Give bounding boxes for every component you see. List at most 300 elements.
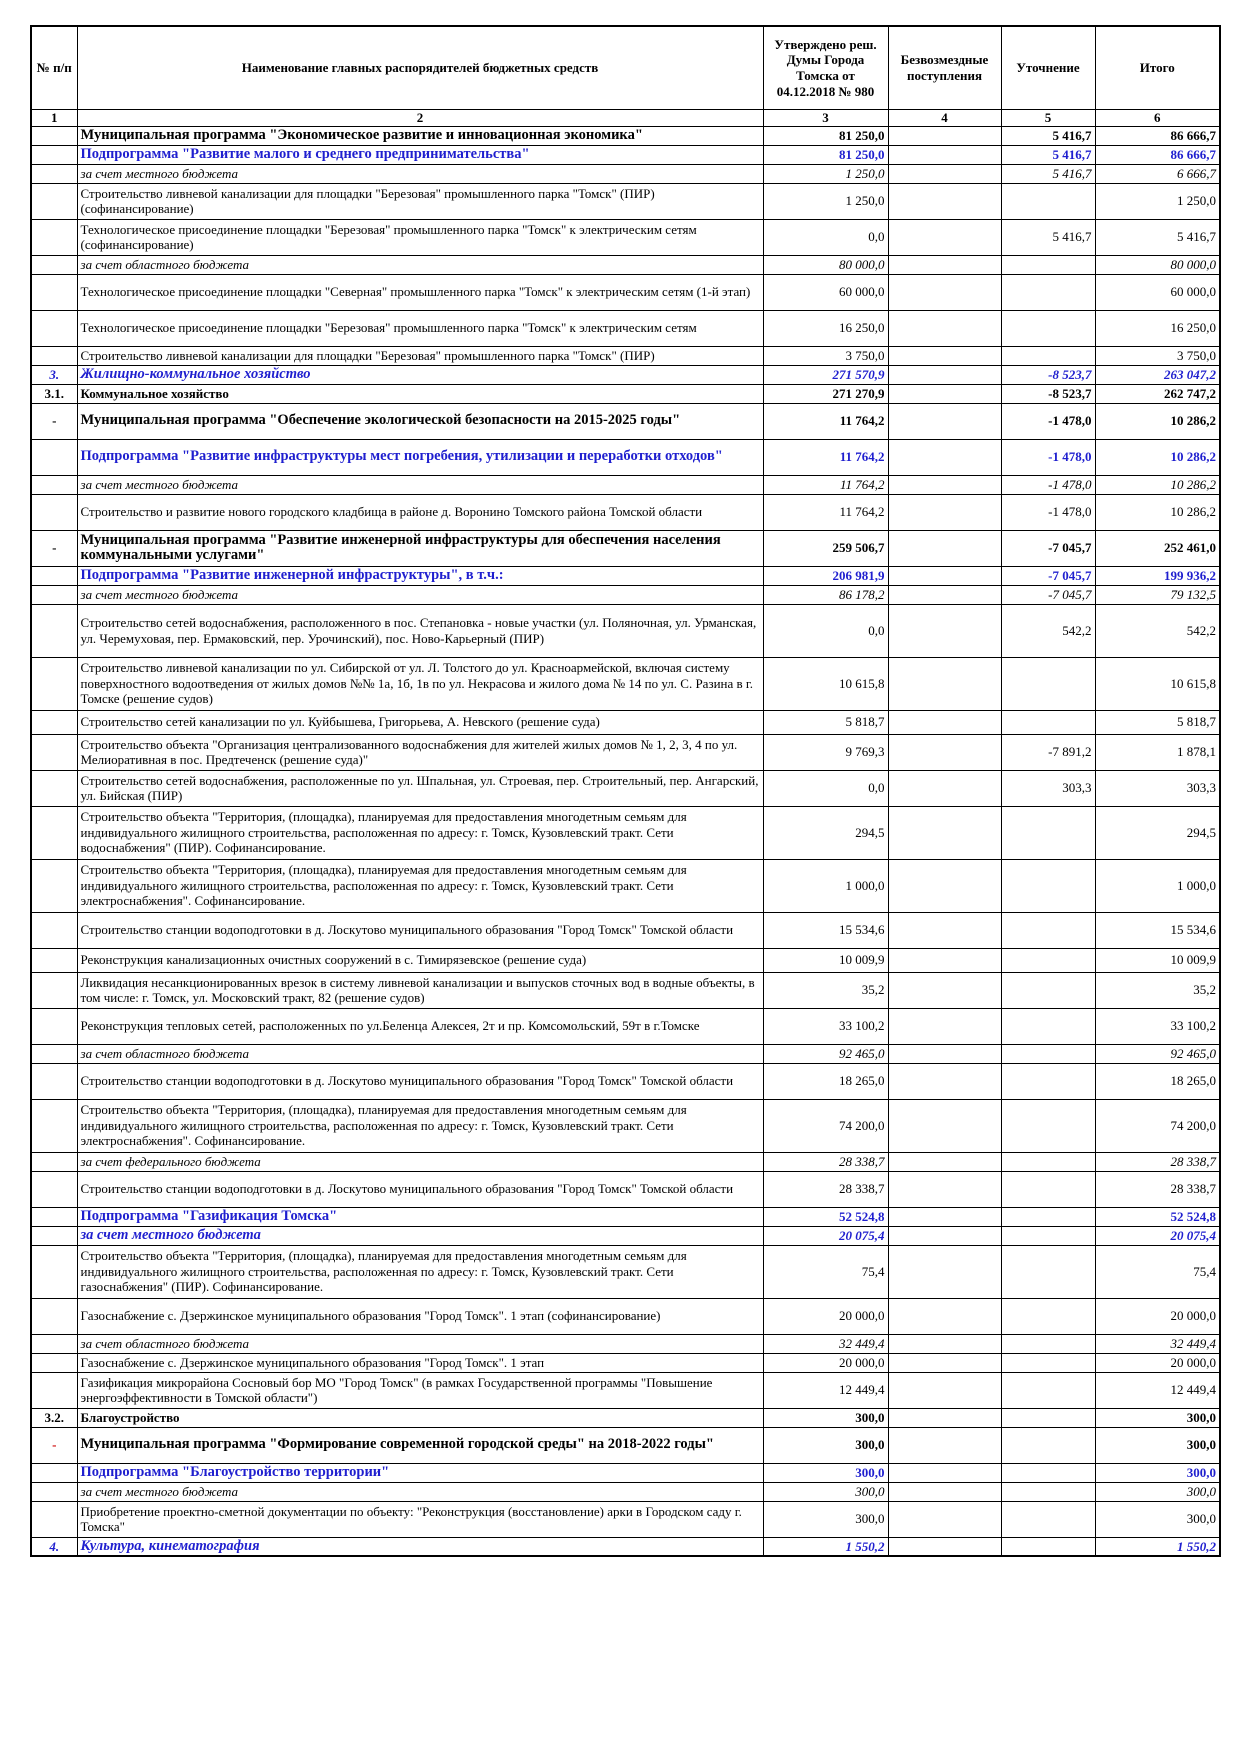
table-row xyxy=(31,274,1220,310)
row-grants xyxy=(888,770,1001,806)
row-grants xyxy=(888,274,1001,310)
row-number: 3.2. xyxy=(31,1408,77,1427)
table-row xyxy=(31,365,1220,384)
row-adjust: 5 416,7 xyxy=(1001,126,1095,145)
row-number: 4. xyxy=(31,1537,77,1556)
header-adjust: Уточнение xyxy=(1001,26,1095,110)
row-total: 1 250,0 xyxy=(1095,183,1220,219)
row-adjust: 5 416,7 xyxy=(1001,219,1095,255)
row-name: Строительство сетей водоснабжения, расположенные по ул. Шпальная, ул. Строевая, пер. Строительный, пер. Ангарский, ул. Бийская (ПИР) xyxy=(77,770,763,806)
table-row xyxy=(31,439,1220,475)
row-total: 12 449,4 xyxy=(1095,1372,1220,1408)
row-name: Подпрограмма "Развитие малого и среднего предпринимательства" xyxy=(77,145,763,164)
row-total: 32 449,4 xyxy=(1095,1334,1220,1353)
row-name: Строительство объекта "Организация централизованного водоснабжения для жителей жилых домов № 1, 2, 3, 4 по ул. Мелиоративная в пос. Предтеченск (решение суда)" xyxy=(77,734,763,770)
row-approved: 20 000,0 xyxy=(763,1298,888,1334)
row-name: Подпрограмма "Развитие инфраструктуры мест погребения, утилизации и переработки отходов" xyxy=(77,439,763,475)
row-grants xyxy=(888,219,1001,255)
row-adjust xyxy=(1001,1537,1095,1556)
row-name: за счет местного бюджета xyxy=(77,585,763,604)
table-row xyxy=(31,1537,1220,1556)
row-number xyxy=(31,604,77,657)
table-row xyxy=(31,912,1220,948)
row-approved: 11 764,2 xyxy=(763,494,888,530)
row-total: 300,0 xyxy=(1095,1501,1220,1537)
row-grants xyxy=(888,1044,1001,1063)
row-grants xyxy=(888,1245,1001,1298)
table-row xyxy=(31,657,1220,710)
row-name: Реконструкция канализационных очистных сооружений в с. Тимирязевское (решение суда) xyxy=(77,948,763,972)
row-name: Ликвидация несанкционированных врезок в систему ливневой канализации и выпусков сточных вод в водные объекты, в том числе: г. Томск, ул. Московский тракт, 82 (решение судов) xyxy=(77,972,763,1008)
row-adjust xyxy=(1001,1008,1095,1044)
row-number xyxy=(31,948,77,972)
row-total: 3 750,0 xyxy=(1095,346,1220,365)
row-name: Газоснабжение с. Дзержинское муниципального образования "Город Томск". 1 этап (софинансирование) xyxy=(77,1298,763,1334)
row-name: Реконструкция тепловых сетей, расположенных по ул.Беленца Алексея, 2т и пр. Комсомольский, 59т в г.Томске xyxy=(77,1008,763,1044)
row-name: Муниципальная программа "Развитие инженерной инфраструктуры для обеспечения населения коммунальными услугами" xyxy=(77,530,763,566)
row-total: 5 416,7 xyxy=(1095,219,1220,255)
row-adjust xyxy=(1001,859,1095,912)
column-index-row xyxy=(31,110,1220,127)
row-approved: 20 000,0 xyxy=(763,1353,888,1372)
row-grants xyxy=(888,734,1001,770)
row-number xyxy=(31,274,77,310)
row-name: Строительство станции водоподготовки в д. Лоскутово муниципального образования "Город Томск" Томской области xyxy=(77,1063,763,1099)
row-grants xyxy=(888,1099,1001,1152)
row-grants xyxy=(888,912,1001,948)
row-grants xyxy=(888,1463,1001,1482)
row-number xyxy=(31,566,77,585)
row-adjust xyxy=(1001,1171,1095,1207)
row-adjust xyxy=(1001,1298,1095,1334)
row-name: Строительство объекта "Территория, (площадка), планируемая для предоставления многодетным семьям для индивидуального жилищного строительства, расположенная по адресу: г. Томск, Кузовлевский тракт. Сети электроснабжения". Софинансирование. xyxy=(77,859,763,912)
row-grants xyxy=(888,439,1001,475)
row-total: 300,0 xyxy=(1095,1427,1220,1463)
row-number xyxy=(31,1171,77,1207)
row-number xyxy=(31,859,77,912)
row-total: 300,0 xyxy=(1095,1463,1220,1482)
row-approved: 300,0 xyxy=(763,1482,888,1501)
row-number: 3.1. xyxy=(31,384,77,403)
table-row xyxy=(31,859,1220,912)
row-total: 60 000,0 xyxy=(1095,274,1220,310)
row-grants xyxy=(888,948,1001,972)
row-total: 252 461,0 xyxy=(1095,530,1220,566)
table-row xyxy=(31,219,1220,255)
row-adjust xyxy=(1001,972,1095,1008)
row-grants xyxy=(888,1501,1001,1537)
row-approved: 10 615,8 xyxy=(763,657,888,710)
row-name: Подпрограмма "Благоустройство территории" xyxy=(77,1463,763,1482)
row-number: 3. xyxy=(31,365,77,384)
row-grants xyxy=(888,566,1001,585)
row-grants xyxy=(888,346,1001,365)
row-name: Благоустройство xyxy=(77,1408,763,1427)
row-approved: 271 270,9 xyxy=(763,384,888,403)
row-adjust xyxy=(1001,183,1095,219)
table-row xyxy=(31,710,1220,734)
row-number xyxy=(31,310,77,346)
table-row xyxy=(31,1044,1220,1063)
header-row xyxy=(31,26,1220,110)
row-number xyxy=(31,1245,77,1298)
row-total: 300,0 xyxy=(1095,1482,1220,1501)
table-row xyxy=(31,734,1220,770)
row-total: 10 286,2 xyxy=(1095,439,1220,475)
row-number xyxy=(31,734,77,770)
row-number xyxy=(31,806,77,859)
row-adjust xyxy=(1001,912,1095,948)
row-number xyxy=(31,255,77,274)
table-row xyxy=(31,1334,1220,1353)
row-grants xyxy=(888,1427,1001,1463)
row-grants xyxy=(888,494,1001,530)
table-row xyxy=(31,1427,1220,1463)
row-approved: 11 764,2 xyxy=(763,403,888,439)
budget-table xyxy=(30,25,1221,1557)
row-name: за счет федерального бюджета xyxy=(77,1152,763,1171)
row-approved: 75,4 xyxy=(763,1245,888,1298)
header-total: Итого xyxy=(1095,26,1220,110)
table-row xyxy=(31,1063,1220,1099)
row-name: Подпрограмма "Газификация Томска" xyxy=(77,1207,763,1226)
row-adjust xyxy=(1001,310,1095,346)
row-name: Газификация микрорайона Сосновый бор МО "Город Томск" (в рамках Государственной программы "Повышение энергоэффективности в Томской области") xyxy=(77,1372,763,1408)
row-approved: 0,0 xyxy=(763,770,888,806)
row-grants xyxy=(888,1298,1001,1334)
row-total: 80 000,0 xyxy=(1095,255,1220,274)
row-grants xyxy=(888,859,1001,912)
row-adjust: -1 478,0 xyxy=(1001,439,1095,475)
row-total: 86 666,7 xyxy=(1095,145,1220,164)
row-number xyxy=(31,346,77,365)
row-approved: 11 764,2 xyxy=(763,475,888,494)
row-number xyxy=(31,475,77,494)
row-number xyxy=(31,164,77,183)
row-grants xyxy=(888,1408,1001,1427)
row-adjust xyxy=(1001,1427,1095,1463)
row-number xyxy=(31,439,77,475)
table-row xyxy=(31,1501,1220,1537)
row-adjust: 5 416,7 xyxy=(1001,145,1095,164)
row-grants xyxy=(888,403,1001,439)
row-number xyxy=(31,1044,77,1063)
row-name: Строительство ливневой канализации для площадки "Березовая" промышленного парка "Томск" (ПИР) xyxy=(77,346,763,365)
row-name: Строительство ливневой канализации для площадки "Березовая" промышленного парка "Томск" (ПИР) (софинансирование) xyxy=(77,183,763,219)
row-approved: 33 100,2 xyxy=(763,1008,888,1044)
table-row xyxy=(31,403,1220,439)
row-grants xyxy=(888,1482,1001,1501)
row-adjust xyxy=(1001,1152,1095,1171)
row-total: 10 286,2 xyxy=(1095,494,1220,530)
row-approved: 206 981,9 xyxy=(763,566,888,585)
row-approved: 15 534,6 xyxy=(763,912,888,948)
row-grants xyxy=(888,1226,1001,1245)
row-name: Строительство станции водоподготовки в д. Лоскутово муниципального образования "Город Томск" Томской области xyxy=(77,1171,763,1207)
row-number xyxy=(31,585,77,604)
row-approved: 92 465,0 xyxy=(763,1044,888,1063)
row-name: Муниципальная программа "Экономическое развитие и инновационная экономика" xyxy=(77,126,763,145)
row-grants xyxy=(888,1063,1001,1099)
row-number xyxy=(31,1372,77,1408)
row-adjust xyxy=(1001,1099,1095,1152)
row-approved: 28 338,7 xyxy=(763,1171,888,1207)
table-row xyxy=(31,1298,1220,1334)
row-approved: 1 550,2 xyxy=(763,1537,888,1556)
row-approved: 5 818,7 xyxy=(763,710,888,734)
row-approved: 3 750,0 xyxy=(763,346,888,365)
row-approved: 300,0 xyxy=(763,1427,888,1463)
row-total: 86 666,7 xyxy=(1095,126,1220,145)
row-approved: 52 524,8 xyxy=(763,1207,888,1226)
row-approved: 86 178,2 xyxy=(763,585,888,604)
row-adjust xyxy=(1001,1044,1095,1063)
row-grants xyxy=(888,145,1001,164)
row-total: 92 465,0 xyxy=(1095,1044,1220,1063)
row-adjust xyxy=(1001,1408,1095,1427)
row-grants xyxy=(888,585,1001,604)
table-row xyxy=(31,948,1220,972)
row-name: Технологическое присоединение площадки "Северная" промышленного парка "Томск" к электрическим сетям (1-й этап) xyxy=(77,274,763,310)
header-approved: Утверждено реш. Думы Города Томска от 04.12.2018 № 980 xyxy=(763,26,888,110)
row-total: 303,3 xyxy=(1095,770,1220,806)
header-grants: Безвозмездные поступления xyxy=(888,26,1001,110)
row-name: за счет областного бюджета xyxy=(77,1334,763,1353)
row-approved: 20 075,4 xyxy=(763,1226,888,1245)
row-adjust: 5 416,7 xyxy=(1001,164,1095,183)
row-name: Строительство объекта "Территория, (площадка), планируемая для предоставления многодетным семьям для индивидуального жилищного строительства, расположенная по адресу: г. Томск, Кузовлевский тракт. Сети водоснабжения" (ПИР). Софинансирование. xyxy=(77,806,763,859)
row-total: 199 936,2 xyxy=(1095,566,1220,585)
row-total: 5 818,7 xyxy=(1095,710,1220,734)
row-number xyxy=(31,972,77,1008)
row-adjust xyxy=(1001,346,1095,365)
row-adjust xyxy=(1001,1334,1095,1353)
row-name: Жилищно-коммунальное хозяйство xyxy=(77,365,763,384)
row-adjust: -1 478,0 xyxy=(1001,403,1095,439)
row-approved: 300,0 xyxy=(763,1463,888,1482)
row-approved: 12 449,4 xyxy=(763,1372,888,1408)
row-number xyxy=(31,1482,77,1501)
row-number: - xyxy=(31,403,77,439)
row-adjust xyxy=(1001,274,1095,310)
budget-page xyxy=(30,25,1219,1557)
row-adjust xyxy=(1001,1501,1095,1537)
table-row xyxy=(31,530,1220,566)
table-row xyxy=(31,770,1220,806)
row-adjust xyxy=(1001,657,1095,710)
row-name: за счет областного бюджета xyxy=(77,1044,763,1063)
table-row xyxy=(31,1482,1220,1501)
header-name: Наименование главных распорядителей бюджетных средств xyxy=(77,26,763,110)
row-name: Муниципальная программа "Формирование современной городской среды" на 2018-2022 годы" xyxy=(77,1427,763,1463)
row-total: 1 550,2 xyxy=(1095,1537,1220,1556)
row-name: Строительство объекта "Территория, (площадка), планируемая для предоставления многодетным семьям для индивидуального жилищного строительства, расположенная по адресу: г. Томск, Кузовлевский тракт. Сети электроснабжения". Софинансирование. xyxy=(77,1099,763,1152)
row-adjust xyxy=(1001,1063,1095,1099)
table-row xyxy=(31,384,1220,403)
row-grants xyxy=(888,310,1001,346)
row-approved: 60 000,0 xyxy=(763,274,888,310)
row-total: 263 047,2 xyxy=(1095,365,1220,384)
row-adjust: -1 478,0 xyxy=(1001,475,1095,494)
row-name: Строительство станции водоподготовки в д. Лоскутово муниципального образования "Город Томск" Томской области xyxy=(77,912,763,948)
table-row xyxy=(31,1207,1220,1226)
row-name: за счет местного бюджета xyxy=(77,164,763,183)
row-approved: 32 449,4 xyxy=(763,1334,888,1353)
column-index: 5 xyxy=(1001,110,1095,127)
row-total: 542,2 xyxy=(1095,604,1220,657)
table-row xyxy=(31,183,1220,219)
row-adjust xyxy=(1001,806,1095,859)
row-number xyxy=(31,183,77,219)
row-name: за счет местного бюджета xyxy=(77,475,763,494)
row-name: Строительство объекта "Территория, (площадка), планируемая для предоставления многодетным семьям для индивидуального жилищного строительства, расположенная по адресу: г. Томск, Кузовлевский тракт. Сети газоснабжения" (ПИР). Софинансирование. xyxy=(77,1245,763,1298)
row-number xyxy=(31,1152,77,1171)
row-number xyxy=(31,1008,77,1044)
table-row xyxy=(31,145,1220,164)
table-row xyxy=(31,1245,1220,1298)
row-approved: 0,0 xyxy=(763,219,888,255)
row-approved: 0,0 xyxy=(763,604,888,657)
row-approved: 259 506,7 xyxy=(763,530,888,566)
row-approved: 16 250,0 xyxy=(763,310,888,346)
row-approved: 10 009,9 xyxy=(763,948,888,972)
table-row xyxy=(31,972,1220,1008)
row-grants xyxy=(888,1008,1001,1044)
row-name: за счет областного бюджета xyxy=(77,255,763,274)
row-number xyxy=(31,219,77,255)
row-number xyxy=(31,145,77,164)
column-index: 6 xyxy=(1095,110,1220,127)
row-grants xyxy=(888,972,1001,1008)
table-row xyxy=(31,1152,1220,1171)
table-row xyxy=(31,494,1220,530)
row-approved: 35,2 xyxy=(763,972,888,1008)
row-total: 300,0 xyxy=(1095,1408,1220,1427)
row-grants xyxy=(888,384,1001,403)
row-grants xyxy=(888,530,1001,566)
row-total: 15 534,6 xyxy=(1095,912,1220,948)
row-approved: 1 000,0 xyxy=(763,859,888,912)
row-approved: 300,0 xyxy=(763,1408,888,1427)
row-number xyxy=(31,1463,77,1482)
row-grants xyxy=(888,126,1001,145)
row-number xyxy=(31,1207,77,1226)
row-approved: 81 250,0 xyxy=(763,145,888,164)
row-approved: 80 000,0 xyxy=(763,255,888,274)
row-grants xyxy=(888,365,1001,384)
row-approved: 294,5 xyxy=(763,806,888,859)
row-number xyxy=(31,1298,77,1334)
row-adjust: -1 478,0 xyxy=(1001,494,1095,530)
row-name: Приобретение проектно-сметной документации по объекту: "Реконструкция (восстановление) арки в Городском саду г. Томска" xyxy=(77,1501,763,1537)
row-grants xyxy=(888,710,1001,734)
table-row xyxy=(31,310,1220,346)
row-adjust xyxy=(1001,1482,1095,1501)
table-row xyxy=(31,806,1220,859)
row-total: 294,5 xyxy=(1095,806,1220,859)
row-total: 28 338,7 xyxy=(1095,1171,1220,1207)
row-approved: 28 338,7 xyxy=(763,1152,888,1171)
row-name: Подпрограмма "Развитие инженерной инфраструктуры", в т.ч.: xyxy=(77,566,763,585)
row-approved: 18 265,0 xyxy=(763,1063,888,1099)
row-total: 1 000,0 xyxy=(1095,859,1220,912)
row-approved: 9 769,3 xyxy=(763,734,888,770)
row-adjust xyxy=(1001,1207,1095,1226)
row-number: - xyxy=(31,530,77,566)
table-row xyxy=(31,255,1220,274)
row-name: за счет местного бюджета xyxy=(77,1226,763,1245)
table-row xyxy=(31,1226,1220,1245)
table-row xyxy=(31,1171,1220,1207)
row-grants xyxy=(888,475,1001,494)
row-number xyxy=(31,1226,77,1245)
row-name: Технологическое присоединение площадки "Березовая" промышленного парка "Томск" к электрическим сетям (софинансирование) xyxy=(77,219,763,255)
row-name: Технологическое присоединение площадки "Березовая" промышленного парка "Томск" к электрическим сетям xyxy=(77,310,763,346)
row-adjust xyxy=(1001,1245,1095,1298)
row-total: 28 338,7 xyxy=(1095,1152,1220,1171)
table-row xyxy=(31,164,1220,183)
row-total: 1 878,1 xyxy=(1095,734,1220,770)
row-grants xyxy=(888,1353,1001,1372)
row-total: 79 132,5 xyxy=(1095,585,1220,604)
row-number xyxy=(31,770,77,806)
row-grants xyxy=(888,1152,1001,1171)
row-number xyxy=(31,710,77,734)
row-name: Строительство и развитие нового городского кладбища в районе д. Воронино Томского района Томской области xyxy=(77,494,763,530)
row-total: 75,4 xyxy=(1095,1245,1220,1298)
table-row xyxy=(31,604,1220,657)
table-row xyxy=(31,585,1220,604)
row-total: 35,2 xyxy=(1095,972,1220,1008)
row-adjust xyxy=(1001,1372,1095,1408)
row-adjust: 303,3 xyxy=(1001,770,1095,806)
row-grants xyxy=(888,183,1001,219)
row-total: 74 200,0 xyxy=(1095,1099,1220,1152)
header-num: № п/п xyxy=(31,26,77,110)
row-total: 20 000,0 xyxy=(1095,1298,1220,1334)
row-adjust: -8 523,7 xyxy=(1001,384,1095,403)
row-number xyxy=(31,657,77,710)
row-number xyxy=(31,1063,77,1099)
row-name: за счет местного бюджета xyxy=(77,1482,763,1501)
row-total: 10 286,2 xyxy=(1095,475,1220,494)
row-number xyxy=(31,1501,77,1537)
row-total: 18 265,0 xyxy=(1095,1063,1220,1099)
row-name: Муниципальная программа "Обеспечение экологической безопасности на 2015-2025 годы" xyxy=(77,403,763,439)
row-name: Строительство ливневой канализации по ул. Сибирской от ул. Л. Толстого до ул. Красноармейской, включая систему поверхностного водоотведения от жилых домов №№ 1а, 1б, 1в по ул. Некрасова и жилого дома № 14 по ул. С. Разина в г. Томске (решение судов) xyxy=(77,657,763,710)
row-grants xyxy=(888,1334,1001,1353)
row-total: 16 250,0 xyxy=(1095,310,1220,346)
row-total: 20 075,4 xyxy=(1095,1226,1220,1245)
column-index: 3 xyxy=(763,110,888,127)
row-total: 6 666,7 xyxy=(1095,164,1220,183)
row-name: Строительство сетей канализации по ул. Куйбышева, Григорьева, А. Невского (решение суда) xyxy=(77,710,763,734)
row-number xyxy=(31,126,77,145)
row-total: 10 009,9 xyxy=(1095,948,1220,972)
row-adjust xyxy=(1001,948,1095,972)
row-total: 52 524,8 xyxy=(1095,1207,1220,1226)
row-adjust: -7 045,7 xyxy=(1001,566,1095,585)
row-grants xyxy=(888,255,1001,274)
row-number: - xyxy=(31,1427,77,1463)
row-grants xyxy=(888,1537,1001,1556)
row-approved: 11 764,2 xyxy=(763,439,888,475)
table-row xyxy=(31,1099,1220,1152)
row-adjust: 542,2 xyxy=(1001,604,1095,657)
row-total: 20 000,0 xyxy=(1095,1353,1220,1372)
row-adjust: -7 891,2 xyxy=(1001,734,1095,770)
table-row xyxy=(31,1008,1220,1044)
